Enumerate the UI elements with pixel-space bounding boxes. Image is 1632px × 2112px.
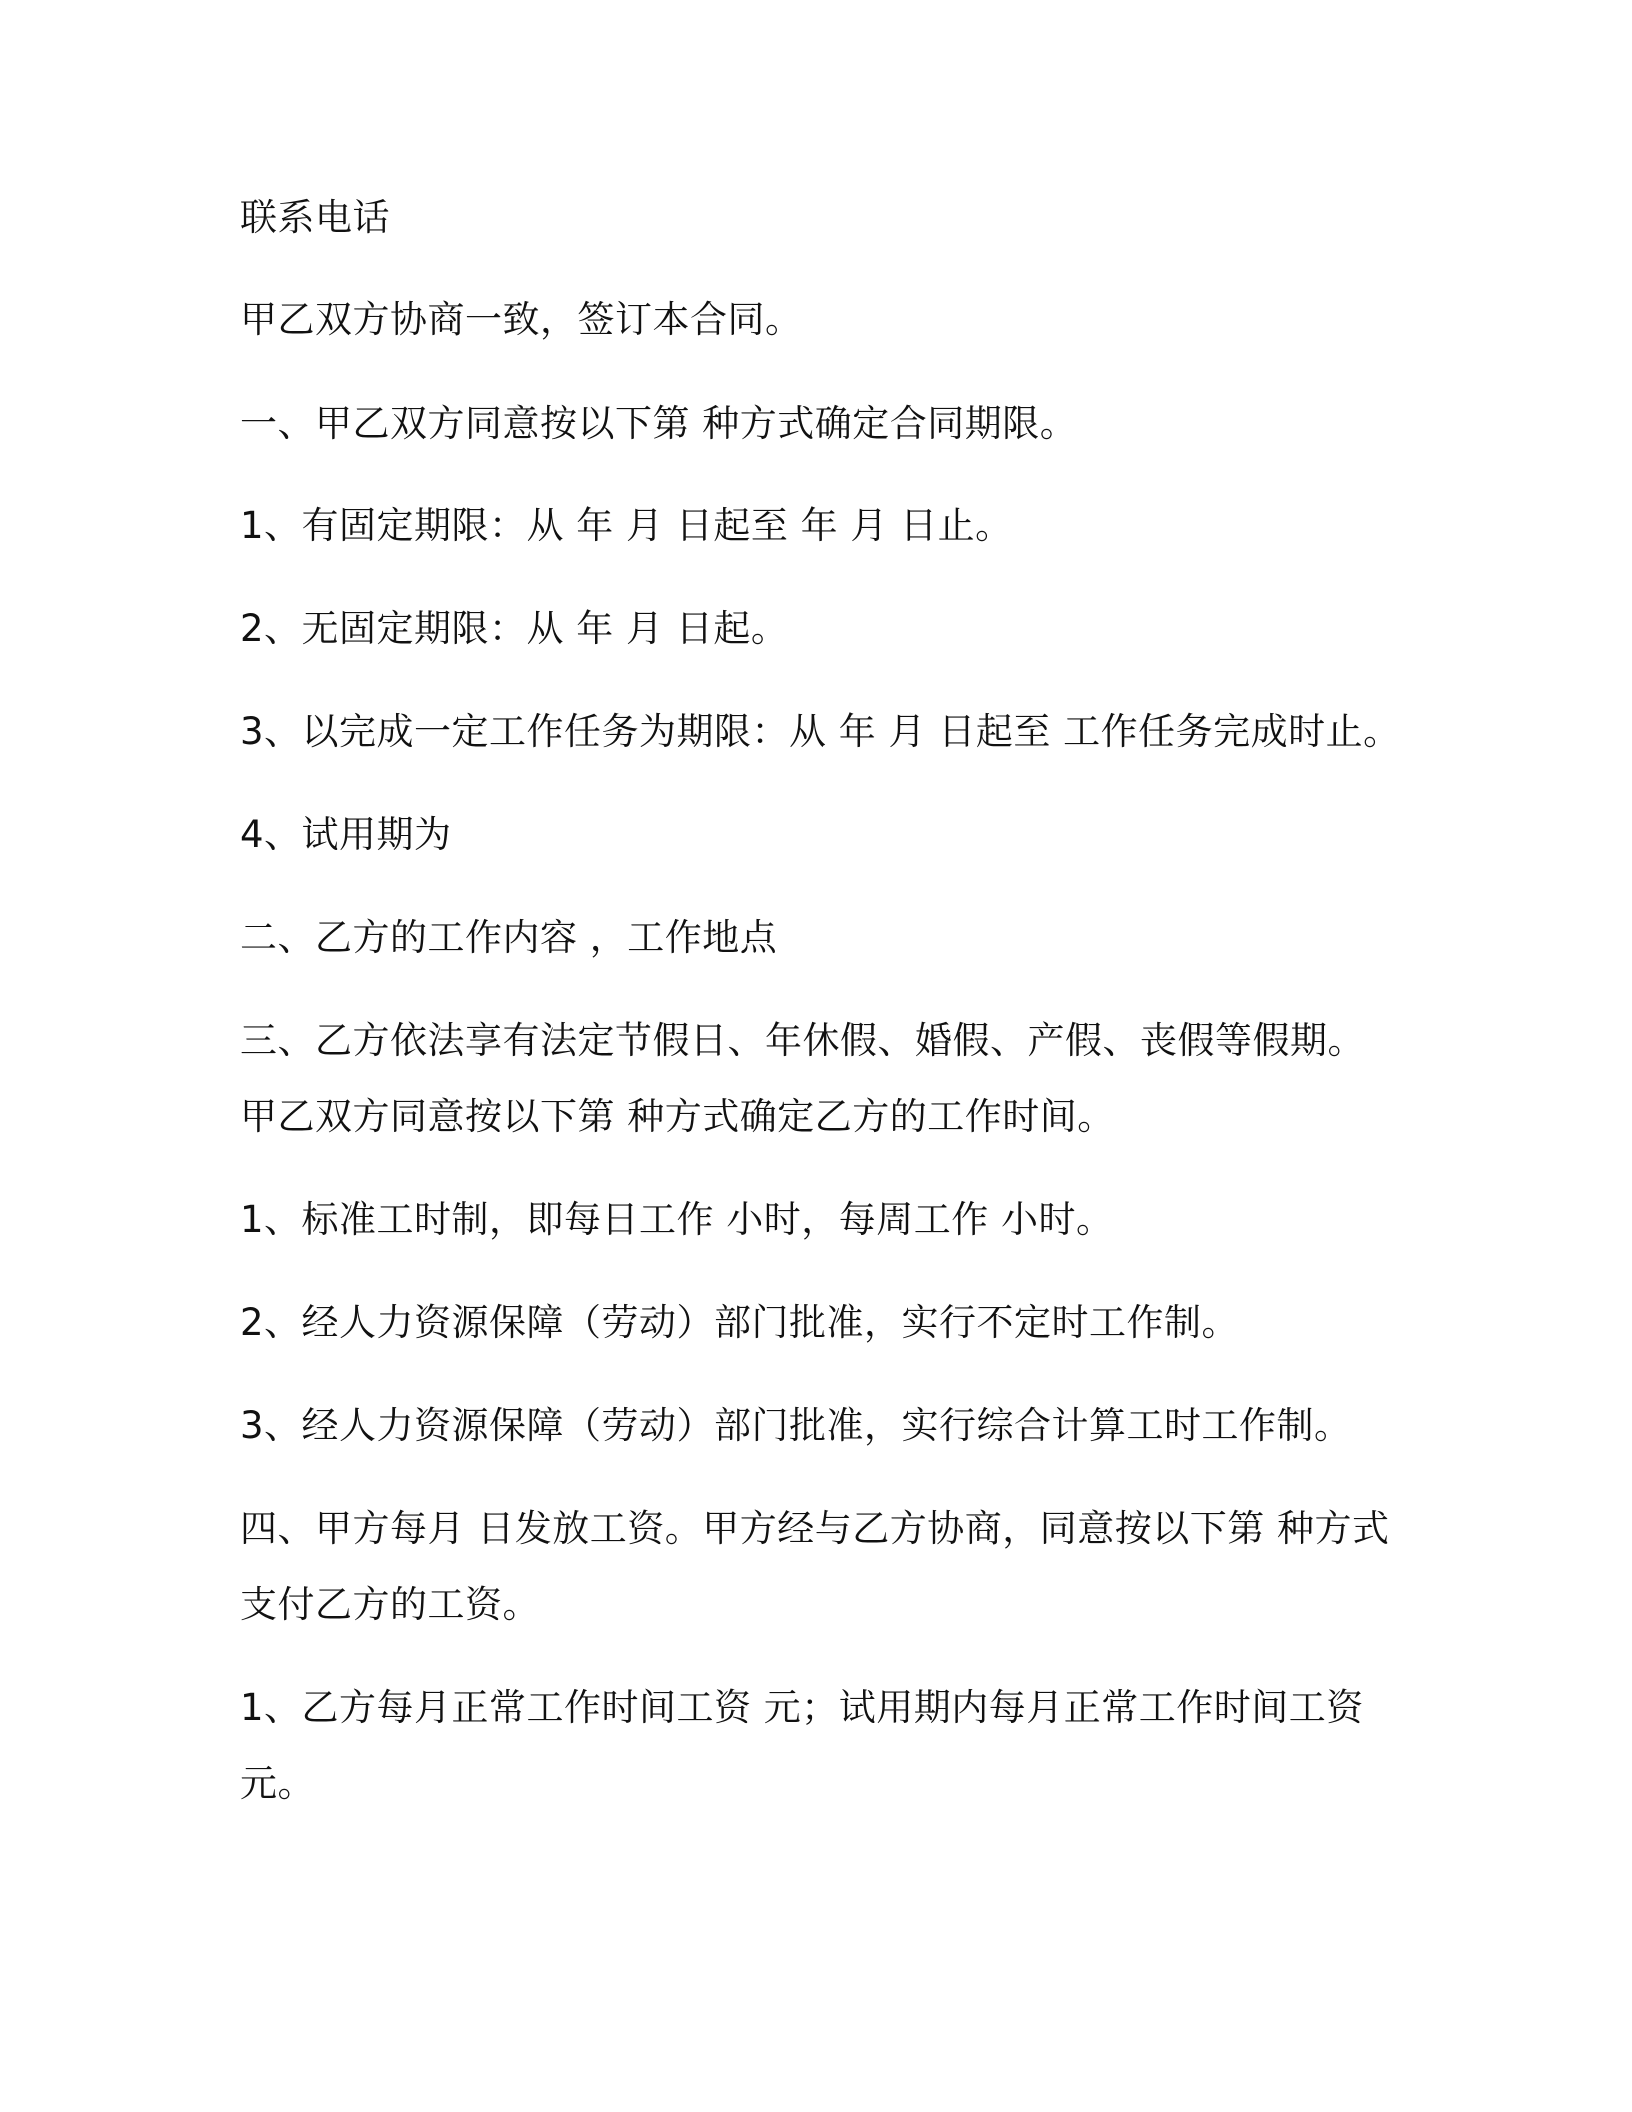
section-1-item-2: 2、无固定期限：从 年 月 日起。 xyxy=(240,607,789,650)
section-1-item-4: 4、试用期为 xyxy=(240,813,452,856)
section-3-heading-line-1: 三、乙方依法享有法定节假日、年休假、婚假、产假、丧假等假期。 xyxy=(240,1019,1365,1062)
section-1-item-3: 3、以完成一定工作任务为期限：从 年 月 日起至 工作任务完成时止。 xyxy=(240,710,1401,753)
section-4-heading-line-2: 支付乙方的工资。 xyxy=(240,1583,540,1626)
section-4-item-1-line-1: 1、乙方每月正常工作时间工资 元；试用期内每月正常工作时间工资 xyxy=(240,1686,1364,1729)
section-1-item-1: 1、有固定期限：从 年 月 日起至 年 月 日止。 xyxy=(240,504,1013,547)
contact-phone-label: 联系电话 xyxy=(240,196,390,239)
section-3-item-3: 3、经人力资源保障（劳动）部门批准，实行综合计算工时工作制。 xyxy=(240,1404,1352,1447)
intro-paragraph: 甲乙双方协商一致，签订本合同。 xyxy=(240,298,803,341)
section-3-item-2: 2、经人力资源保障（劳动）部门批准，实行不定时工作制。 xyxy=(240,1301,1240,1344)
section-4-heading-line-1: 四、甲方每月 日发放工资。甲方经与乙方协商，同意按以下第 种方式 xyxy=(240,1507,1390,1550)
section-3-heading-line-2: 甲乙双方同意按以下第 种方式确定乙方的工作时间。 xyxy=(240,1095,1115,1138)
section-4-item-1-line-2: 元。 xyxy=(240,1762,315,1805)
section-1-heading: 一、甲乙双方同意按以下第 种方式确定合同期限。 xyxy=(240,402,1078,445)
section-3-item-1: 1、标准工时制，即每日工作 小时，每周工作 小时。 xyxy=(240,1198,1114,1241)
section-2-heading: 二、乙方的工作内容 ，工作地点 xyxy=(240,916,778,959)
